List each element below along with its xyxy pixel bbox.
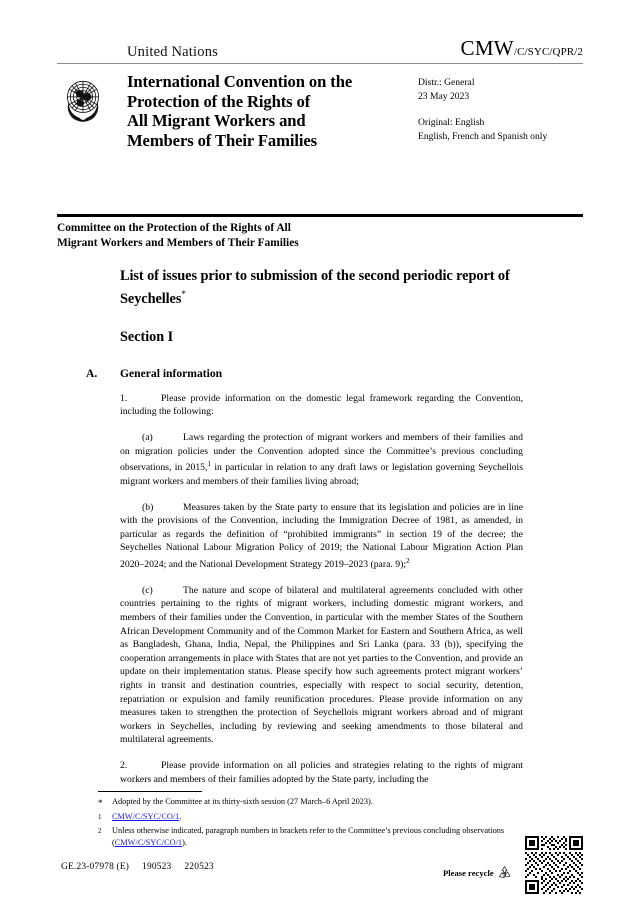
footnote-star [98, 796, 530, 810]
paragraph-b-footnote-ref: 2 [406, 556, 410, 565]
paragraph-2 [120, 759, 523, 786]
paragraph-a-text-after: in particular in relation to any draft laws or legislation governing Seychellois migrant workers and members of their families living abroad; [120, 462, 523, 487]
distribution-block [418, 72, 583, 143]
paragraph-b [120, 501, 523, 572]
footnote-2-body [112, 825, 530, 848]
page-title-text: List of issues prior to submission of the second periodic report of Seychelles [120, 268, 510, 307]
footnote-1-marker: 1 [98, 813, 102, 822]
paragraph-c [120, 584, 523, 747]
convention-title-line-3: All Migrant Workers and [127, 111, 306, 130]
paragraph-1 [120, 392, 523, 419]
page-title-footnote-marker: * [181, 288, 186, 299]
subsection-letter: A. [86, 366, 98, 380]
paragraph-2-text: Please provide information on all policies and strategies relating to the rights of migrant workers and members of their families adopted by the State party, including the [120, 759, 523, 785]
footnote-2-text-after: ). [182, 837, 187, 847]
date-code-1: 190523 [142, 862, 172, 872]
paragraph-1-text: Please provide information on the domestic legal framework regarding the Convention, including the following: [120, 392, 523, 418]
paragraph-c-marker: (c) [142, 584, 153, 596]
convention-title-line-4: Members of Their Families [127, 130, 317, 150]
date-code-2: 220523 [184, 862, 214, 872]
footnote-star-marker: * [98, 798, 103, 808]
masthead-divider [57, 63, 583, 64]
page-title [120, 268, 520, 308]
paragraph-b-text: Measures taken by the State party to ensure that its legislation and policies are in line with the provisions of the Convention, including the Immigration Decree of 1981, as amended, in particular as regards the definition of “prohibited immigrants” in section 19 of the decree; the Seychelles National Labour Migration Policy of 2019; the National Labour Migration Action Plan 2020–2024; and the National Development Strategy 2019–2023 (para. 9); [120, 501, 523, 571]
footnote-2-link[interactable]: CMW/C/SYC/CO/1 [114, 837, 183, 847]
subsection-title: General information [120, 366, 223, 380]
document-content [57, 268, 523, 786]
recycle-icon [496, 864, 513, 881]
paragraph-a-marker: (a) [142, 431, 153, 443]
recycle-notice [443, 864, 513, 881]
footnotes [98, 796, 530, 850]
paragraph-a-footnote-ref: 1 [207, 460, 211, 469]
paragraph-c-text: The nature and scope of bilateral and multilateral agreements concluded with other countries pertaining to the rights of migrant workers, including domestic migrant workers, and members of their families under the Convention, in particular with the member States of the Southern African Development Community and of the Common Market for Eastern and Southern Africa, as well as Bangladesh, Ghana, India, Nepal, the Philippines and Sri Lanka (para. 33 (b)), specifying the cooperation arrangements in place with States that are not yet parties to the Convention, and provide an update on their implementation status. Please specify how such agreements protect migrant workers’ rights in transit and destination countries, especially with respect to social security, detention, repatriation or expulsion and family reunification procedures. Please provide information on any measures taken to strengthen the protection of Seychellois migrant workers abroad and of migrant workers in Seychelles, including by reviewing and seeking amendments to those bilateral and multilateral agreements. [120, 584, 523, 746]
convention-title-line-1: International Convention on the [127, 72, 353, 91]
committee-divider [57, 214, 583, 217]
document-symbol-suffix: /C/SYC/QPR/2 [513, 46, 583, 58]
section-heading: Section I [120, 328, 174, 345]
job-number: GE.23-07978 (E) [61, 862, 130, 872]
convention-title-line-2: Protection of the Rights of [127, 91, 311, 111]
masthead [57, 36, 583, 150]
footnote-separator [98, 791, 202, 792]
distribution-spacer [418, 103, 583, 116]
qr-code-icon [525, 836, 583, 894]
footnote-2-text: Unless otherwise indicated, paragraph numbers in brackets refer to the Committee’s previous concluding observations ( [112, 826, 505, 847]
un-emblem-icon [57, 74, 109, 126]
committee-name [57, 221, 477, 250]
footnote-2 [98, 825, 530, 848]
distribution-label: Distr.: General [418, 77, 475, 88]
paragraph-2-marker: 2. [120, 759, 128, 771]
recycle-label: Please recycle [443, 867, 494, 878]
distribution-date: 23 May 2023 [418, 90, 470, 102]
paragraph-1-marker: 1. [120, 392, 128, 404]
emblem-cell [57, 72, 127, 126]
paragraph-a-text: Laws regarding the protection of migrant workers and members of their families and on migration policies under the Convention adopted since the Committee’s previous concluding observations, in 2015, [120, 431, 523, 474]
committee-name-line-1: Committee on the Protection of the Rights of All [57, 222, 291, 234]
convention-title [127, 72, 418, 150]
masthead-top-row [57, 36, 583, 63]
language-note: English, French and Spanish only [418, 130, 548, 142]
paragraph-a [120, 431, 523, 489]
footnote-2-marker: 2 [98, 827, 102, 836]
paragraph-b-marker: (b) [142, 501, 154, 513]
masthead-body-row [57, 72, 583, 150]
document-symbol-main: CMW [460, 36, 514, 60]
footnote-1 [98, 811, 530, 824]
document-symbol [461, 36, 583, 61]
footer-job-number [61, 862, 214, 872]
footnote-1-text-after: . [179, 812, 182, 822]
footnote-star-text: Adopted by the Committee at its thirty-sixth session (27 March–6 April 2023). [112, 797, 373, 806]
subsection-heading [86, 367, 523, 380]
organization-name: United Nations [127, 44, 218, 60]
original-language: Original: English [418, 117, 485, 128]
footnote-1-link[interactable]: CMW/C/SYC/CO/1 [112, 812, 180, 822]
footnote-1-body [112, 811, 530, 824]
committee-name-line-2: Migrant Workers and Members of Their Families [57, 236, 299, 249]
